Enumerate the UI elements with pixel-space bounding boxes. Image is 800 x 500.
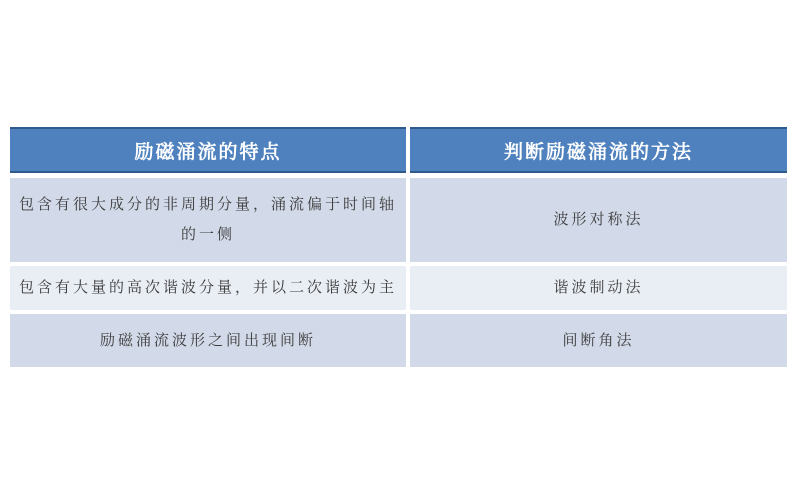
inrush-current-table bbox=[10, 127, 787, 367]
table-row bbox=[10, 178, 787, 262]
method-cell: 谐波制动法 bbox=[410, 266, 787, 310]
feature-cell: 励磁涌流波形之间出现间断 bbox=[10, 314, 406, 367]
feature-cell: 包含有很大成分的非周期分量，涌流偏于时间轴的一侧 bbox=[10, 178, 406, 262]
feature-cell: 包含有大量的高次谐波分量，并以二次谐波为主 bbox=[10, 266, 406, 310]
table-header-row bbox=[10, 127, 787, 173]
header-cell-feature: 励磁涌流的特点 bbox=[10, 127, 406, 173]
header-cell-method: 判断励磁涌流的方法 bbox=[410, 127, 787, 173]
method-cell: 间断角法 bbox=[410, 314, 787, 367]
table-row bbox=[10, 266, 787, 310]
table-row bbox=[10, 314, 787, 367]
method-cell: 波形对称法 bbox=[410, 178, 787, 262]
